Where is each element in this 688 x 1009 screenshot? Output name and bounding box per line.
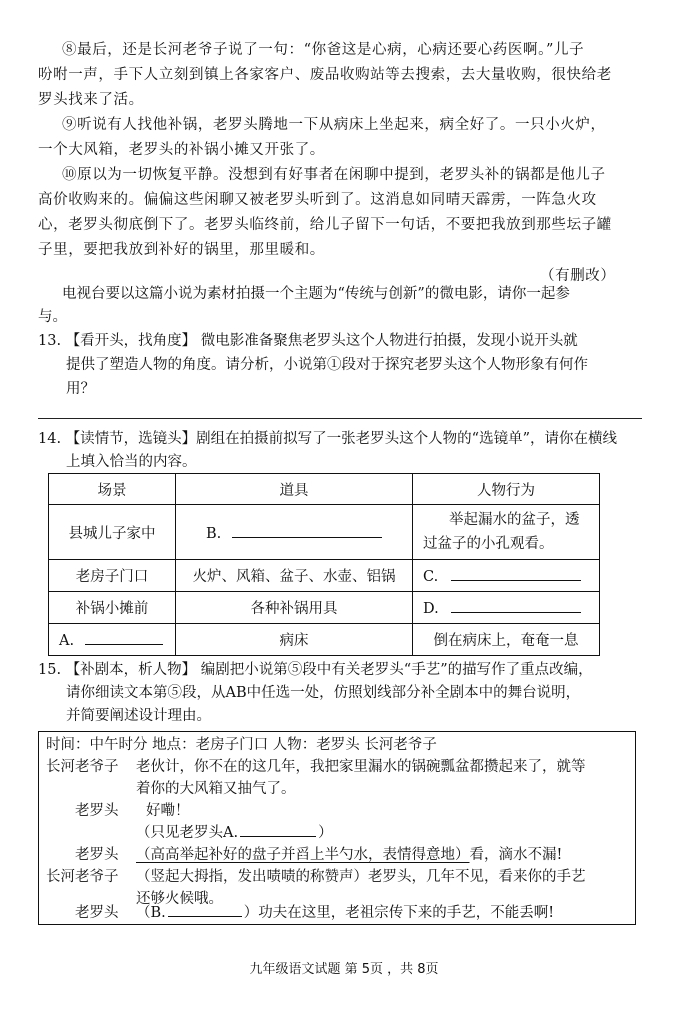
header-props: 道具 <box>176 474 413 505</box>
question-14-line-1: 14. 【读情节，选镜头】剧组在拍摄前拟写了一张老罗头这个人物的“选镜单”，请你在横线 <box>38 431 617 447</box>
cell-scene <box>49 624 176 656</box>
cell-action: 倒在病床上，奄奄一息 <box>413 624 600 656</box>
stage-direction-prefix: （只见老罗头A. <box>136 825 239 841</box>
cell-action <box>413 592 600 624</box>
speaker-label: 长河老爷子 <box>46 759 119 775</box>
speaker-label: 老罗头 <box>75 803 119 819</box>
dialogue-line: 好嘞！ <box>146 803 190 819</box>
dialogue-line: 还够火候哦。 <box>136 891 223 907</box>
speaker-label: 长河老爷子 <box>46 869 119 885</box>
cell-props: 病床 <box>176 624 413 656</box>
dialogue-line: （竖起大拇指，发出啧啧的称赞声）老罗头，几年不见，看来你的手艺 <box>136 869 586 885</box>
dialogue-text: ）功夫在这里，老祖宗传下来的手艺，不能丢啊! <box>243 905 555 921</box>
header-scene: 场景 <box>49 474 176 505</box>
story-para-8-line-3: 罗头找来了活。 <box>38 92 144 108</box>
cell-props: 各种补锅用具 <box>176 592 413 624</box>
story-para-9-line-1: ⑨听说有人找他补锅，老罗头腾地一下从病床上坐起来，病全好了。一只小火炉， <box>62 117 606 133</box>
question-15-line-3: 并简要阐述设计理由。 <box>66 708 211 724</box>
cell-props <box>176 505 413 560</box>
table-header-row <box>49 474 600 505</box>
dialogue-text: 看，滴水不漏! <box>469 847 563 863</box>
action-text-line-1: 举起漏水的盆子，透 <box>449 512 580 528</box>
table-row <box>49 505 600 560</box>
answer-blank-script-a[interactable] <box>240 822 316 837</box>
story-para-9-line-2: 一个大风箱，老罗头的补锅小摊又开张了。 <box>38 142 325 158</box>
story-para-10-line-1: ⑩原以为一切恢复平静。没想到有好事者在闲聊中提到，老罗头补的锅都是他儿子 <box>62 167 606 183</box>
speaker-label: 老罗头 <box>75 905 119 921</box>
stage-direction-a <box>136 822 333 844</box>
cell-action <box>413 505 600 560</box>
script-box <box>38 731 636 925</box>
question-13-line-1: 13. 【看开头，找角度】 微电影准备聚焦老罗头这个人物进行拍摄，发现小说开头就 <box>38 333 578 349</box>
table-row <box>49 592 600 624</box>
page-footer: 九年级语文试题 第 5页 ，共 8页 <box>249 962 439 977</box>
header-action: 人物行为 <box>413 474 600 505</box>
shot-list-table <box>48 473 600 656</box>
script-header: 时间：中午时分 地点：老房子门口 人物：老罗头 长河老爷子 <box>46 737 437 753</box>
question-15-line-1: 15. 【补剧本，析人物】 编剧把小说第⑤段中有关老罗头“手艺”的描写作了重点改编， <box>38 662 593 678</box>
speaker-label: 老罗头 <box>75 847 119 863</box>
stage-direction-suffix: ） <box>318 825 333 841</box>
answer-blank-d[interactable] <box>451 598 581 613</box>
question-13-line-2: 提供了塑造人物的角度。请分析，小说第①段对于探究老罗头这个人物形象有何作 <box>66 357 588 373</box>
dialogue-line: 着你的大风箱又抽气了。 <box>136 781 296 797</box>
source-note: （有删改） <box>540 268 616 284</box>
answer-blank-b[interactable] <box>232 523 382 538</box>
stage-direction-prefix: （B. <box>136 905 166 921</box>
cell-props: 火炉、风箱、盆子、水壶、铝锅 <box>176 560 413 592</box>
blank-label: B. <box>206 525 222 542</box>
dialogue-line <box>136 902 554 924</box>
story-para-10-line-2: 高价收购来的。偏偏这些闲聊又被老罗头听到了。这消息如同晴天霹雳，一阵急火攻 <box>38 192 597 208</box>
answer-blank-a[interactable] <box>85 630 163 645</box>
blank-label: C. <box>423 569 439 585</box>
blank-label: D. <box>423 601 439 617</box>
action-text-line-2: 过盆子的小孔观看。 <box>423 536 554 552</box>
table-row <box>49 560 600 592</box>
intro-line-1: 电视台要以这篇小说为素材拍摄一个主题为“传统与创新”的微电影，请你一起参 <box>62 286 570 302</box>
story-para-10-line-3: 心，老罗头彻底倒下了。老罗头临终前，给儿子留下一句话，不要把我放到那些坛子罐 <box>38 217 612 233</box>
answer-line[interactable] <box>38 418 642 419</box>
cell-scene: 老房子门口 <box>49 560 176 592</box>
question-13-line-3: 用？ <box>66 381 95 397</box>
blank-label: A. <box>59 633 75 649</box>
underlined-stage-direction: （高高举起补好的盘子并舀上半勺水，表情得意地） <box>136 847 470 863</box>
table-row <box>49 624 600 656</box>
dialogue-line <box>136 844 562 866</box>
story-para-10-line-4: 子里，要把我放到补好的锅里，那里暖和。 <box>38 242 325 258</box>
cell-scene: 县城儿子家中 <box>49 505 176 560</box>
question-14-line-2: 上填入恰当的内容。 <box>66 454 197 470</box>
story-para-8-line-2: 吩咐一声，手下人立刻到镇上各家客户、废品收购站等去搜索，去大量收购，很快给老 <box>38 67 612 83</box>
question-15-line-2: 请你细读文本第⑤段，从AB中任选一处，仿照划线部分补全剧本中的舞台说明， <box>66 685 581 701</box>
intro-line-2: 与。 <box>38 309 67 325</box>
cell-scene: 补锅小摊前 <box>49 592 176 624</box>
story-para-8-line-1: ⑧最后，还是长河老爷子说了一句：“你爸这是心病，心病还要心药医啊。”儿子 <box>62 42 585 58</box>
dialogue-line: 老伙计，你不在的这几年，我把家里漏水的锅碗瓢盆都攒起来了，就等 <box>136 759 586 775</box>
answer-blank-c[interactable] <box>451 566 581 581</box>
cell-action <box>413 560 600 592</box>
answer-blank-script-b[interactable] <box>168 902 242 917</box>
